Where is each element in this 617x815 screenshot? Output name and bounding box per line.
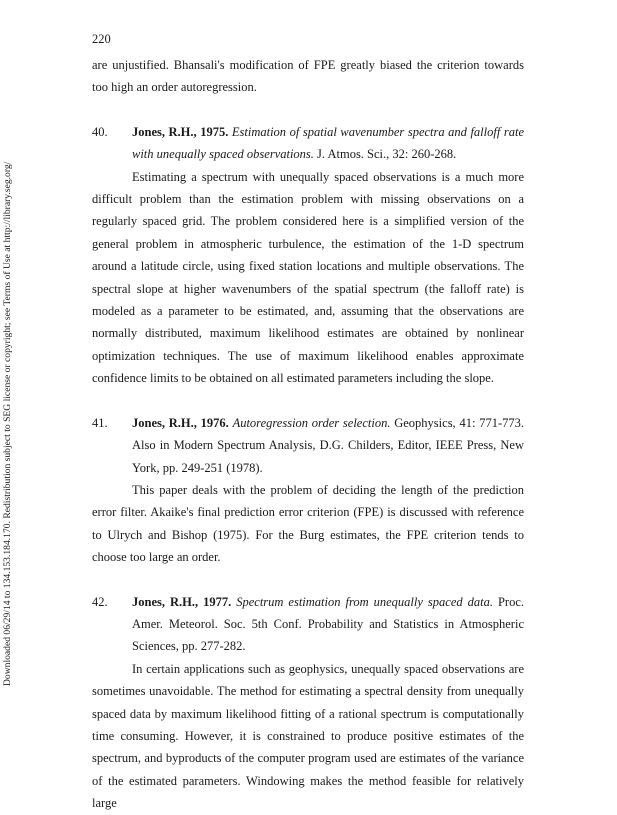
paper-title: Autoregression order selection. xyxy=(232,415,391,430)
abstract: In certain applications such as geophysics, unequally spaced observations are sometimes unavoidable. The method for estimating a spectral density from unequally spaced data by maximum likelihood fitting of a rational spectrum is computationally time consuming. However, it is constrained to produce positive estimates of the spectrum, and byproducts of the computer program used are estimates of the variance of the estimated parameters. Windowing makes the method feasible for relatively large xyxy=(92,661,524,811)
paper-title: Spectrum estimation from unequally spaced data. xyxy=(236,594,493,609)
page-body xyxy=(92,54,524,815)
bibliography-entry-41 xyxy=(92,412,524,569)
abstract: This paper deals with the problem of deciding the length of the prediction error filter. Akaike's final prediction error criterion (FPE) is discussed with reference to Ulrych and Bishop (1975). For the Burg estimates, the FPE criterion tends to choose too large an order. xyxy=(92,482,524,565)
page-number: 220 xyxy=(92,32,111,46)
entry-number: 40. xyxy=(92,124,108,139)
citation xyxy=(92,591,524,658)
download-notice: Downloaded 06/29/14 to 134.153.184.170. Redistribution subject to SEG license or copyright; see Terms of Use at http://library.seg.org/ xyxy=(2,161,13,686)
source: J. Atmos. Sci., 32: 260-268. xyxy=(317,147,457,162)
source: Proc. Amer. Meteorol. Soc. 5th Conf. Probability and Statistics in Atmospheric Sciences, pp. 277-282. xyxy=(132,594,525,654)
bibliography-entry-40 xyxy=(92,121,524,390)
entry-number: 41. xyxy=(92,415,108,430)
citation xyxy=(92,121,524,166)
author-year: Jones, R.H., 1977. xyxy=(132,594,232,609)
author-year: Jones, R.H., 1976. xyxy=(132,415,229,430)
source: Geophysics, 41: 771-773. Also in Modern Spectrum Analysis, D.G. Childers, Editor, IEEE Press, New York, pp. 249-251 (1978). xyxy=(132,415,524,475)
bibliography-entry-42 xyxy=(92,591,524,815)
author-year: Jones, R.H., 1975. xyxy=(132,124,229,139)
entry-number: 42. xyxy=(92,594,108,609)
citation xyxy=(92,412,524,479)
intro-paragraph: are unjustified. Bhansali's modification of FPE greatly biased the criterion towards too high an order autoregression. xyxy=(92,58,524,95)
paper-title: Estimation of spatial wavenumber spectra and falloff rate with unequally spaced observations. xyxy=(132,124,524,162)
abstract: Estimating a spectrum with unequally spaced observations is a much more difficult problem than the estimation problem with missing observations on a regularly spaced grid. The problem considered here is a simplified version of the general problem in atmospheric turbulence, the estimation of the 1-D spectrum around a latitude circle, using fixed station locations and multiple observations. The spectral slope at higher wavenumbers of the spatial spectrum (the falloff rate) is modeled as a parameter to be estimated, and, assuming that the observations are normally distributed, maximum likelihood estimates are obtained by nonlinear optimization techniques. The use of maximum likelihood enables approximate confidence limits to be obtained on all estimated parameters including the slope. xyxy=(92,169,524,386)
